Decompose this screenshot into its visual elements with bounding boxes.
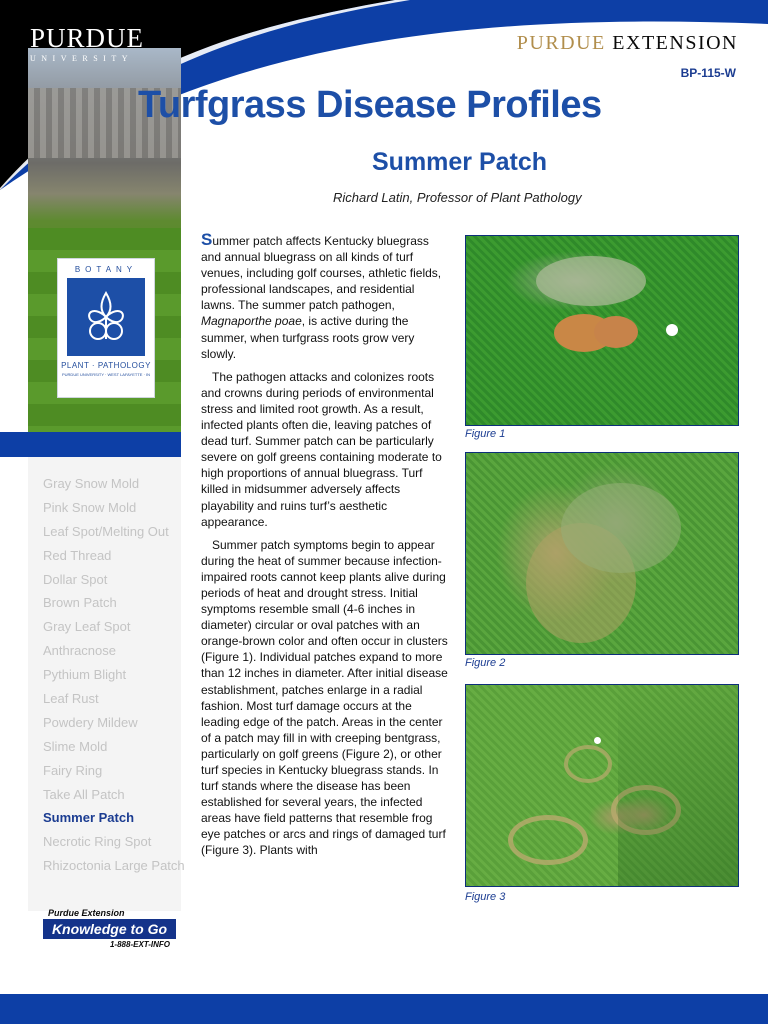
- sidebar-blue-band: [0, 432, 181, 457]
- figure-1-caption: Figure 1: [465, 428, 506, 440]
- golf-ball: [594, 737, 601, 744]
- sidebar-item-gray-snow-mold[interactable]: Gray Snow Mold: [43, 476, 140, 491]
- brand-purdue: PURDUE: [516, 32, 606, 54]
- figure-2-photo: [465, 452, 739, 655]
- article-body: [201, 232, 451, 866]
- sidebar-item-pink-snow-mold[interactable]: Pink Snow Mold: [43, 499, 137, 515]
- drop-cap: S: [201, 230, 213, 249]
- sidebar-item-take-all-patch[interactable]: Take All Patch: [43, 786, 125, 802]
- badge-tiny-text: PURDUE UNIVERSITY · WEST LAFAYETTE · IN: [61, 372, 150, 377]
- figure-3-shadow: [618, 685, 738, 886]
- paragraph-2: The pathogen attacks and colonizes roots and crowns during periods of environmental stress and limited root growth. As a result, infected plants often die, leaving patches of dead turf. Summer patch can be particularly severe on golf greens containing moderate to high proportions of annual bluegrass. Turf killed in midsummer adversely affects playability and ruins turf’s aesthetic appearance.: [201, 369, 442, 529]
- sidebar-item-necrotic-ring-spot[interactable]: Necrotic Ring Spot: [43, 834, 152, 850]
- species-name: Magnaporthe poae: [201, 314, 302, 329]
- logo-wordmark: PURDUE: [30, 23, 145, 53]
- sidebar-item-gray-leaf-spot[interactable]: Gray Leaf Spot: [43, 619, 131, 635]
- figure-3-photo: [465, 684, 739, 887]
- figure-1-photo: [465, 235, 739, 426]
- figure-1-patch: [594, 316, 638, 348]
- figure-3-caption: Figure 3: [465, 891, 506, 903]
- sidebar-item-dollar-spot[interactable]: Dollar Spot: [43, 571, 108, 587]
- author-line: Richard Latin, Professor of Plant Pathology: [333, 190, 582, 205]
- botany-plant-pathology-badge: [57, 258, 155, 398]
- kg-org: Purdue Extension: [48, 908, 125, 918]
- sidebar-item-red-thread[interactable]: Red Thread: [43, 547, 112, 563]
- figure-3-ring: [508, 815, 588, 865]
- sidebar-item-anthracnose[interactable]: Anthracnose: [43, 643, 116, 659]
- sidebar-item-brown-patch[interactable]: Brown Patch: [43, 595, 117, 611]
- figure-3-ring: [564, 745, 612, 783]
- sidebar-item-leaf-rust[interactable]: Leaf Rust: [43, 691, 99, 707]
- badge-bottom-text: PLANT · PATHOLOGY: [61, 361, 151, 370]
- page-title: Turfgrass Disease Profiles: [138, 84, 602, 126]
- sidebar-item-slime-mold[interactable]: Slime Mold: [43, 738, 108, 754]
- golf-ball: [666, 324, 678, 336]
- paragraph-1: [201, 232, 451, 362]
- badge-top-text: BOTANY: [74, 265, 138, 274]
- purdue-extension-brand[interactable]: [517, 32, 738, 55]
- sidebar-item-rhizoctonia-large-patch[interactable]: Rhizoctonia Large Patch: [43, 858, 185, 874]
- sidebar-item-fairy-ring[interactable]: Fairy Ring: [43, 762, 103, 778]
- figure-2-patch: [561, 483, 681, 573]
- p1-text-b: , is active during the summer, when turfgrass roots grow very slowly.: [201, 314, 415, 361]
- fleur-de-lis-emblem-icon: [67, 278, 145, 356]
- sidebar-item-leaf-spot[interactable]: Leaf Spot/Melting Out: [43, 523, 169, 539]
- sidebar-item-summer-patch[interactable]: Summer Patch: [43, 810, 135, 826]
- page-subtitle: Summer Patch: [372, 148, 548, 176]
- kg-slogan: Knowledge to Go: [43, 919, 176, 939]
- purdue-university-logo[interactable]: [30, 24, 144, 63]
- logo-subtext: UNIVERSITY: [30, 54, 133, 63]
- footer-blue-band: [0, 994, 768, 1024]
- brand-extension: EXTENSION: [612, 32, 738, 54]
- sidebar-item-powdery-mildew[interactable]: Powdery Mildew: [43, 714, 138, 730]
- paragraph-3: Summer patch symptoms begin to appear during the heat of summer because infection-impaired roots cannot keep plants alive during periods of heat and drought stress. Initial symptoms resemble small (4-6 inches in diameter) circular or oval patches with an orange-brown color and often occur in clusters (Figure 1). Individual patches expand to more than 12 inches in diameter. After initial disease establishment, patches enlarge in a radial fashion. Most turf damage occurs at the leading edge of the patch. Areas in the center of a patch may fill in with creeping bentgrass, particularly on golf greens (Figure 2), or other turf species in Kentucky bluegrass stands. In turf stands where the disease has been established for several years, the infected areas have field patterns that resemble frog eye patches or arcs and rings of damaged turf (Figure 3). Plants with: [201, 537, 448, 858]
- figure-2-caption: Figure 2: [465, 657, 506, 669]
- publication-code: BP-115-W: [680, 66, 736, 80]
- p1-text-a: ummer patch affects Kentucky bluegrass and annual bluegrass on all kinds of turf venues, including golf courses, athletic fields, professional landscapes, and residential lawns. The summer patch pathogen,: [201, 234, 442, 313]
- knowledge-to-go-logo[interactable]: [43, 908, 176, 949]
- sidebar-item-pythium-blight[interactable]: Pythium Blight: [43, 667, 127, 683]
- figure-1-bentgrass-patch: [536, 256, 646, 306]
- disease-profile-list: [43, 476, 185, 882]
- kg-phone: 1-888-EXT-INFO: [109, 940, 170, 949]
